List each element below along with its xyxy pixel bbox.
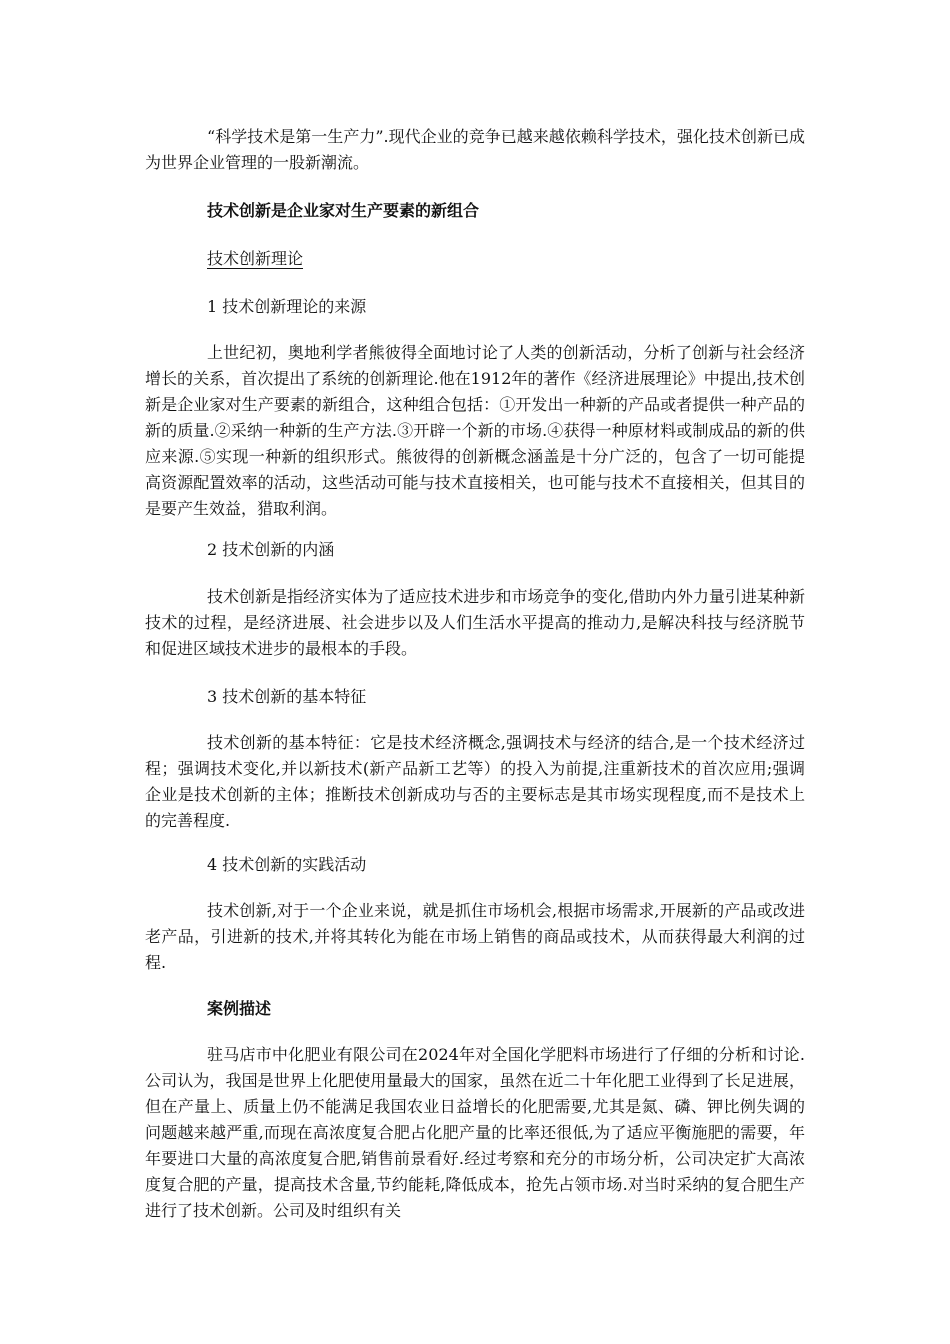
section-1-title: 1 技术创新理论的来源 — [207, 297, 367, 316]
section-4-title: 4 技术创新的实践活动 — [207, 855, 367, 874]
section-2-title: 2 技术创新的内涵 — [207, 540, 335, 559]
heading-theory — [207, 246, 867, 272]
intro-paragraph: “科学技术是第一生产力”.现代企业的竞争已越来越依赖科学技术，强化技术创新已成为世界企业管理的一股新潮流。 — [145, 127, 805, 172]
section-3-title: 3 技术创新的基本特征 — [207, 687, 367, 706]
section-4-body: 技术创新,对于一个企业来说，就是抓住市场机会,根据市场需求,开展新的产品或改进老产品，引进新的技术,并将其转化为能在市场上销售的商品或技术，从而获得最大利润的过程. — [145, 901, 805, 972]
section-2-body: 技术创新是指经济实体为了适应技术进步和市场竞争的变化,借助内外力量引进某种新技术的过程，是经济进展、社会进步以及人们生活水平提高的推动力,是解决科技与经济脱节和促进区域技术进步的最根本的手段。 — [145, 587, 805, 658]
heading-main: 技术创新是企业家对生产要素的新组合 — [207, 201, 480, 220]
section-1-body: 上世纪初，奥地利学者熊彼得全面地讨论了人类的创新活动，分析了创新与社会经济增长的关系，首次提出了系统的创新理论.他在1912年的著作《经济进展理论》中提出,技术创新是企业家对生产要素的新组合，这种组合包括：①开发出一种新的产品或者提供一种产品的新的质量.②采纳一种新的生产方法.③开辟一个新的市场.④获得一种原材料或制成品的新的供应来源.⑤实现一种新的组织形式。熊彼得的创新概念涵盖是十分广泛的，包含了一切可能提高资源配置效率的活动，这些活动可能与技术直接相关，也可能与技术不直接相关，但其目的是要产生效益，猎取利润。 — [145, 343, 805, 518]
heading-theory-text: 技术创新理论 — [207, 249, 304, 268]
heading-case: 案例描述 — [207, 999, 272, 1018]
section-3-body: 技术创新的基本特征：它是技术经济概念,强调技术与经济的结合,是一个技术经济过程；强调技术变化,并以新技术(新产品新工艺等）的投入为前提,注重新技术的首次应用;强调企业是技术创新的主体；推断技术创新成功与否的主要标志是其市场实现程度,而不是技术上的完善程度. — [145, 733, 805, 830]
case-body: 驻马店市中化肥业有限公司在2024年对全国化学肥料市场进行了仔细的分析和讨论.公司认为，我国是世界上化肥使用量最大的国家，虽然在近二十年化肥工业得到了长足进展，但在产量上、质量上仍不能满足我国农业日益增长的化肥需要,尤其是氮、磷、钾比例失调的问题越来越严重,而现在高浓度复合肥占化肥产量的比率还很低,为了适应平衡施肥的需要，年年要进口大量的高浓度复合肥,销售前景看好.经过考察和充分的市场分析，公司决定扩大高浓度复合肥的产量，提高技术含量,节约能耗,降低成本，抢先占领市场.对当时采纳的复合肥生产进行了技术创新。公司及时组织有关 — [145, 1045, 805, 1220]
